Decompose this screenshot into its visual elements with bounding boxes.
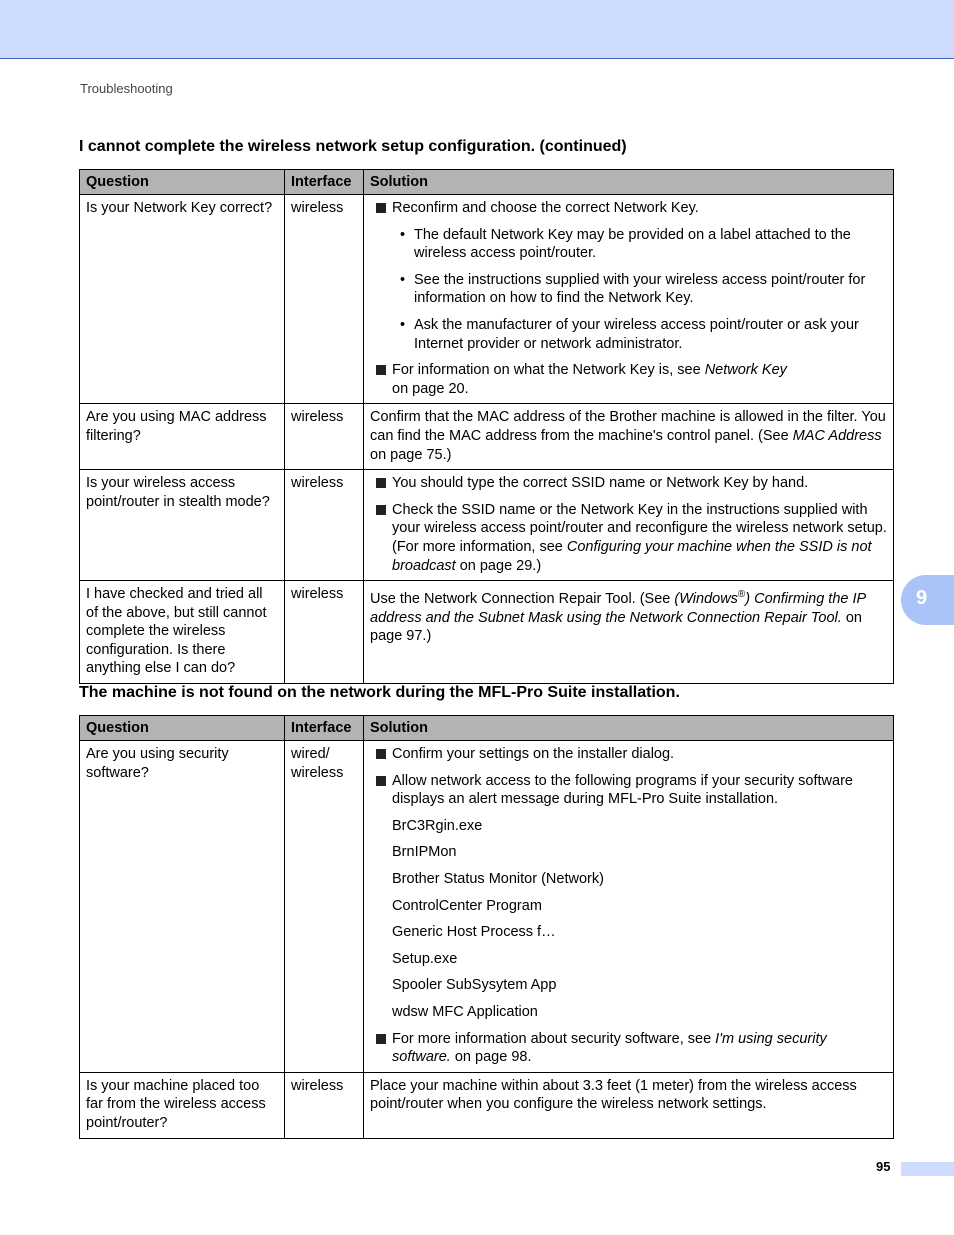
table-row	[80, 741, 894, 1073]
solution-cell: Confirm that the MAC address of the Brother machine is allowed in the filter. You can find the MAC address from the machine's control panel. (See MAC Address on page 75.)	[364, 404, 894, 470]
chapter-tab: 9	[901, 575, 954, 625]
square-bullet-icon	[376, 203, 386, 213]
cross-reference-link[interactable]: (Windows®) Confirming the IP address and the Subnet Mask using the Network Connection Repair Tool.	[370, 589, 866, 626]
list-item: Check the SSID name or the Network Key in the instructions supplied with your wireless access point/router and reconfigure the wireless network setup. (For more information, see Configuring your machine when the SSID is not broadcast on page 29.)	[376, 501, 887, 575]
question-cell: I have checked and tried all of the above, but still cannot complete the wireless configuration. Is there anything else I can do?	[80, 581, 285, 684]
column-header-question: Question	[80, 170, 285, 195]
table-header-row	[80, 170, 894, 195]
table-row	[80, 470, 894, 581]
table-row	[80, 404, 894, 470]
program-name: BrC3Rgin.exe	[392, 817, 483, 834]
square-bullet-icon	[376, 776, 386, 786]
question-cell: Is your machine placed too far from the wireless access point/router?	[80, 1072, 285, 1138]
program-name: Spooler SubSysytem App	[392, 977, 557, 994]
square-bullet-icon	[376, 365, 386, 375]
interface-cell: wireless	[285, 1072, 364, 1138]
program-name: Brother Status Monitor (Network)	[392, 870, 604, 887]
list-item: • The default Network Key may be provided on a label attached to the wireless access point/router.	[400, 226, 851, 262]
program-name: BrnIPMon	[392, 844, 457, 861]
header-band	[0, 0, 954, 59]
dot-bullet-icon: •	[400, 226, 406, 243]
cross-reference-link[interactable]: MAC Address	[792, 427, 882, 444]
square-bullet-icon	[376, 1034, 386, 1044]
column-header-solution: Solution	[364, 170, 894, 195]
column-header-interface: Interface	[285, 170, 364, 195]
dot-bullet-icon: •	[400, 316, 406, 333]
table-row	[80, 1072, 894, 1138]
column-header-interface: Interface	[285, 716, 364, 741]
program-name: wdsw MFC Application	[392, 1003, 538, 1020]
section-title-2: The machine is not found on the network during the MFL-Pro Suite installation.	[79, 684, 680, 701]
program-name: Setup.exe	[392, 950, 458, 967]
list-item: • See the instructions supplied with your wireless access point/router for information on how to find the Network Key.	[400, 271, 866, 307]
table-header-row	[80, 716, 894, 741]
cross-reference-link[interactable]: Network Key	[704, 362, 787, 379]
interface-cell: wired/ wireless	[285, 741, 364, 1073]
page-number-bar	[901, 1162, 954, 1176]
table-row	[80, 195, 894, 404]
interface-cell: wireless	[285, 470, 364, 581]
list-item: Reconfirm and choose the correct Network Key.	[376, 199, 887, 218]
list-item: For information on what the Network Key is, see Network Key on page 20.	[376, 361, 887, 398]
interface-cell: wireless	[285, 404, 364, 470]
square-bullet-icon	[376, 505, 386, 515]
running-header: Troubleshooting	[80, 81, 173, 96]
troubleshooting-table-1	[79, 169, 894, 684]
square-bullet-icon	[376, 749, 386, 759]
column-header-question: Question	[80, 716, 285, 741]
program-name: ControlCenter Program	[392, 897, 542, 914]
cross-reference-link[interactable]: I'm using security software.	[392, 1030, 827, 1066]
solution-cell	[364, 195, 894, 404]
list-item: Allow network access to the following programs if your security software displays an alert message during MFL-Pro Suite installation.	[376, 772, 887, 809]
solution-cell: Use the Network Connection Repair Tool. (See (Windows®) Confirming the IP address and the Subnet Mask using the Network Connection Repair Tool. on page 97.)	[364, 581, 894, 684]
solution-cell	[364, 470, 894, 581]
registered-mark: ®	[737, 589, 746, 601]
troubleshooting-table-2	[79, 715, 894, 1139]
dot-bullet-icon: •	[400, 271, 406, 288]
program-name: Generic Host Process f…	[392, 924, 556, 941]
solution-cell: Place your machine within about 3.3 feet (1 meter) from the wireless access point/router when you configure the wireless network settings.	[364, 1072, 894, 1138]
page-number: 95	[876, 1159, 891, 1174]
list-item: You should type the correct SSID name or Network Key by hand.	[376, 474, 887, 493]
list-item: Confirm your settings on the installer dialog.	[376, 745, 887, 764]
table-row	[80, 581, 894, 684]
question-cell: Is your Network Key correct?	[80, 195, 285, 404]
interface-cell: wireless	[285, 195, 364, 404]
column-header-solution: Solution	[364, 716, 894, 741]
section-title-1: I cannot complete the wireless network setup configuration. (continued)	[79, 138, 627, 155]
interface-cell: wireless	[285, 581, 364, 684]
square-bullet-icon	[376, 478, 386, 488]
list-item: For more information about security software, see I'm using security software. on page 98.	[376, 1030, 887, 1067]
question-cell: Are you using security software?	[80, 741, 285, 1073]
solution-cell	[364, 741, 894, 1073]
question-cell: Is your wireless access point/router in stealth mode?	[80, 470, 285, 581]
cross-reference-link[interactable]: Configuring your machine when the SSID is not broadcast	[392, 538, 872, 574]
question-cell: Are you using MAC address filtering?	[80, 404, 285, 470]
list-item: • Ask the manufacturer of your wireless access point/router or ask your Internet provider or network administrator.	[400, 316, 859, 352]
